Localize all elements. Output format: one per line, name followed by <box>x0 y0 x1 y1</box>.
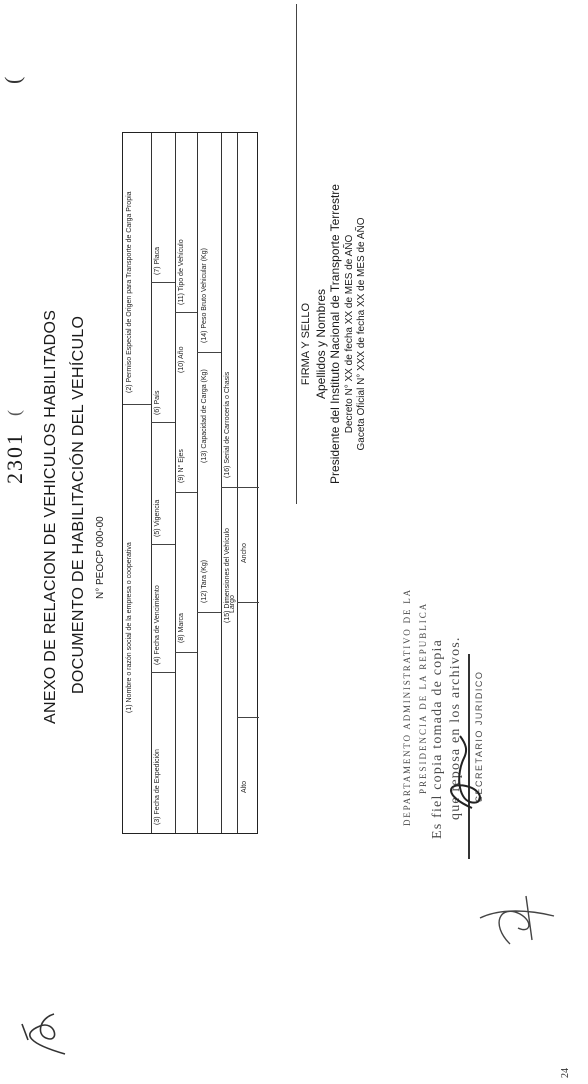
col-divider <box>237 717 259 718</box>
row-divider <box>197 133 198 833</box>
row-divider <box>237 133 238 833</box>
cell-anio: (10) Año <box>178 346 185 373</box>
cell-capacidad: (13) Capacidad de Carga (Kg) <box>201 369 208 463</box>
col-divider <box>237 602 259 603</box>
col-divider <box>151 422 175 423</box>
cell-tara: (12) Tara (Kg) <box>201 559 208 603</box>
cell-peso-bruto: (14) Peso Bruto Vehicular (Kg) <box>201 248 208 343</box>
vehicle-form-table <box>122 132 258 834</box>
signature-decreto: Decreto N° XX de fecha XX de MES de AÑO <box>344 234 355 434</box>
document-code: N° PEOCP 000-00 <box>95 516 106 599</box>
col-divider <box>197 352 221 353</box>
stamp-certification-line2: que reposa en los archivos. <box>448 636 463 820</box>
corner-mark: ( <box>0 76 25 84</box>
stamp-department: DEPARTAMENTO ADMINISTRATIVO DE LA <box>402 588 412 826</box>
cell-marca: (8) Marca <box>178 613 185 643</box>
signature-names: Apellidos y Nombres <box>314 288 328 400</box>
page-number: 2301 <box>2 432 27 484</box>
cell-largo: Largo <box>229 595 236 613</box>
col-divider <box>175 312 197 313</box>
signature-gaceta: Gaceta Oficial N° XXX de fecha XX de MES de AÑO <box>356 217 367 451</box>
stamp-presidency: PRESIDENCIA DE LA REPUBLICA <box>418 601 428 794</box>
cell-vigencia: (5) Vigencia <box>154 499 161 537</box>
signature-line <box>296 4 297 504</box>
col-divider <box>151 544 175 545</box>
page-number-mark: ( <box>4 410 24 416</box>
cell-permiso: (2) Permiso Especial de Origen para Transporte de Carga Propia <box>126 191 133 393</box>
row-divider <box>221 133 222 833</box>
col-divider <box>123 404 151 405</box>
row-divider <box>151 133 152 833</box>
cell-pais: (6) País <box>154 390 161 415</box>
signature-firma-sello: FIRMA Y SELLO <box>300 302 312 386</box>
cell-tipo: (11) Tipo de Vehículo <box>178 239 185 305</box>
stamp-certification-line1: Es fiel copia tomada de copia <box>430 638 445 839</box>
cell-dimensiones: (15) Dimensiones del Vehículo <box>224 528 231 623</box>
cell-serial: (16) Serial de Carrocería o Chasis <box>224 371 231 478</box>
document-title: ANEXO DE RELACION DE VEHICULOS HABILITADOS <box>42 309 59 724</box>
col-divider <box>221 487 259 488</box>
cell-razon-social: (1) Nombre o razón social de la empresa o cooperativa <box>126 542 133 713</box>
col-divider <box>175 492 197 493</box>
cell-placa: (7) Placa <box>154 246 161 275</box>
cell-ejes: (9) N° Ejes <box>178 449 185 483</box>
signature-president-title: Presidente del Instituto Nacional de Transporte Terrestre <box>328 184 342 484</box>
cell-expedicion: (3) Fecha de Expedición <box>154 749 161 825</box>
cell-ancho: Ancho <box>241 543 248 563</box>
handwritten-initials <box>10 1004 80 1064</box>
document-subtitle: DOCUMENTO DE HABILITACIÓN DEL VEHÍCULO <box>70 315 87 694</box>
row-divider <box>175 133 176 833</box>
cell-vencimiento: (4) Fecha de Vencimiento <box>154 585 161 665</box>
stamp-secretary: SECRETARIO JURIDICO <box>474 670 484 802</box>
sheet-number: 24 <box>560 1068 571 1078</box>
col-divider <box>151 672 175 673</box>
col-divider <box>175 652 197 653</box>
col-divider <box>151 282 175 283</box>
handwritten-scribble <box>470 884 560 954</box>
stamp-signature-scribble <box>440 726 490 816</box>
cell-alto: Alto <box>241 780 248 793</box>
col-divider <box>197 612 221 613</box>
